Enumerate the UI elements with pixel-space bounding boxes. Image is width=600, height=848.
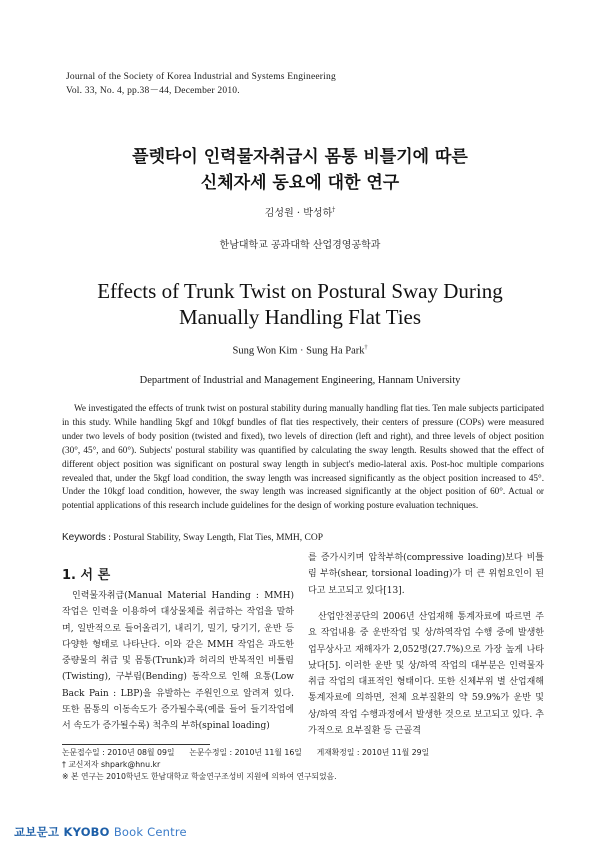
keywords-text: Postural Stability, Sway Length, Flat Ties, MMH, COP (113, 533, 324, 543)
korean-title-line-1: 플렛타이 인력물자취급시 몸통 비틀기에 따른 (132, 147, 468, 167)
footnote-dates: 논문접수일 : 2010년 08월 09일 논문수정일 : 2010년 11월 16일 게재확정일 : 2010년 11월 29일 (62, 748, 430, 757)
footnote-corresponding (62, 759, 160, 770)
korean-affiliation: 한남대학교 공과대학 산업경영공학과 (219, 240, 381, 251)
kyobo-watermark (14, 824, 187, 840)
corresponding-mark: † (62, 760, 66, 769)
footnote-funding: ※ 본 연구는 2010학년도 한남대학교 학술연구조성비 지원에 의하여 연구되었음. (62, 772, 337, 781)
journal-volume: Vol. 33, No. 4, pp.38－44, December 2010. (66, 86, 240, 96)
korean-author-names: 김성원 · 박성하 (264, 208, 333, 219)
korean-author-mark: † (332, 206, 336, 214)
corresponding-email: 교신저자 shpark@hnu.kr (68, 760, 161, 769)
footnote-divider (62, 744, 210, 745)
body-right-continuation: 를 증가시키며 압착부하(compressive loading)보다 비틀림 부하(shear, torsional loading)가 더 큰 위험요인이 된다고 보고되고 있다[13]. (308, 553, 544, 596)
english-authors (0, 345, 600, 357)
keywords-separator: : (108, 533, 114, 543)
journal-header (66, 70, 336, 98)
english-title-line-1: Effects of Trunk Twist on Postural Sway During (97, 279, 503, 303)
english-affiliation: Department of Industrial and Management Engineering, Hannam University (139, 375, 461, 386)
brand-korean: 교보문고 (14, 825, 60, 839)
body-left-column: 인력물자취급(Manual Material Handing : MMH) 작업은 인력을 이용하여 대상물체를 취급하는 작업을 말하며, 일반적으로 들어올리기, 내리기, 밀기, 당기기, 운반 등 다양한 형태로 나타난다. 이와 같은 MMH 작업은 과도한 중량물의 취급 및 몸통(Trunk)과 허리의 반복적인 비틀림(Twisting), 구부림(Bending) 동작으로 인해 요통(Low Back Pain : LBP)을 유발하는 주원인으로 알려져 있다. 또한 몸통의 이동속도가 증가될수록(예를 들어 들기작업에서 속도가 증가될수록) 척추의 부하(spinal loading) (62, 591, 294, 732)
english-author-names: Sung Won Kim · Sung Ha Park (232, 345, 365, 357)
journal-name: Journal of the Society of Korea Industrial and Systems Engineering (66, 72, 336, 82)
keywords (62, 532, 323, 543)
english-author-mark: † (364, 345, 368, 351)
body-right-paragraph: 산업안전공단의 2006년 산업재해 통계자료에 따르면 주요 작업내용 중 운반작업 및 상/하역작업 수행 중에 발생한 업무상사고 재해자가 2,052명(27.7%)으로 가장 높게 나타났다[5]. 이러한 운반 및 상/하역 작업의 대부분은 인력물자취급 작업의 대표적인 형태이다. 또한 신체부위 별 산업재해 통계자료에 의하면, 전체 요부질환의 약 59.9%가 운반 및 상/하역 작업 수행과정에서 발생한 것으로 보고되고 있다. 추가적으로 요부질환 등 근골격 (308, 612, 544, 737)
brand-name: KYOBO (63, 825, 110, 839)
brand-suffix: Book Centre (113, 825, 187, 839)
section-heading: 1. 서 론 (62, 568, 111, 583)
korean-authors (0, 204, 600, 219)
english-title-line-2: Manually Handling Flat Ties (178, 305, 422, 329)
keywords-label: Keywords (62, 532, 106, 543)
korean-title-line-2: 신체자세 동요에 대한 연구 (200, 173, 400, 193)
abstract: We investigated the effects of trunk twist on postural stability during manually handling flat ties. Ten male subjects participated in this study. While handling 5kgf and 10kgf bundles of flat ties respectively, their centers of pressure (COPs) were measured under two levels of body position (twisted and fixed), two levels of direction (left and right), and three levels of object position (30°, 45°, and 60°). Subjects' postural stability was quantified by calculating the sway length. Results showed that the effect of different object position was significant on postural sway length in subject's medio-lateral axis. Post-hoc multiple comparions revealed that, under the 5kgf load condition, the sway length was increased significantly as the object position increased to 45°. Under the 10kgf load condition, however, the sway length was increased significantly at the object position of 60°. Actual or potential applications of this research include guidelines for the design of working posture evaluation techniques. (62, 403, 544, 511)
